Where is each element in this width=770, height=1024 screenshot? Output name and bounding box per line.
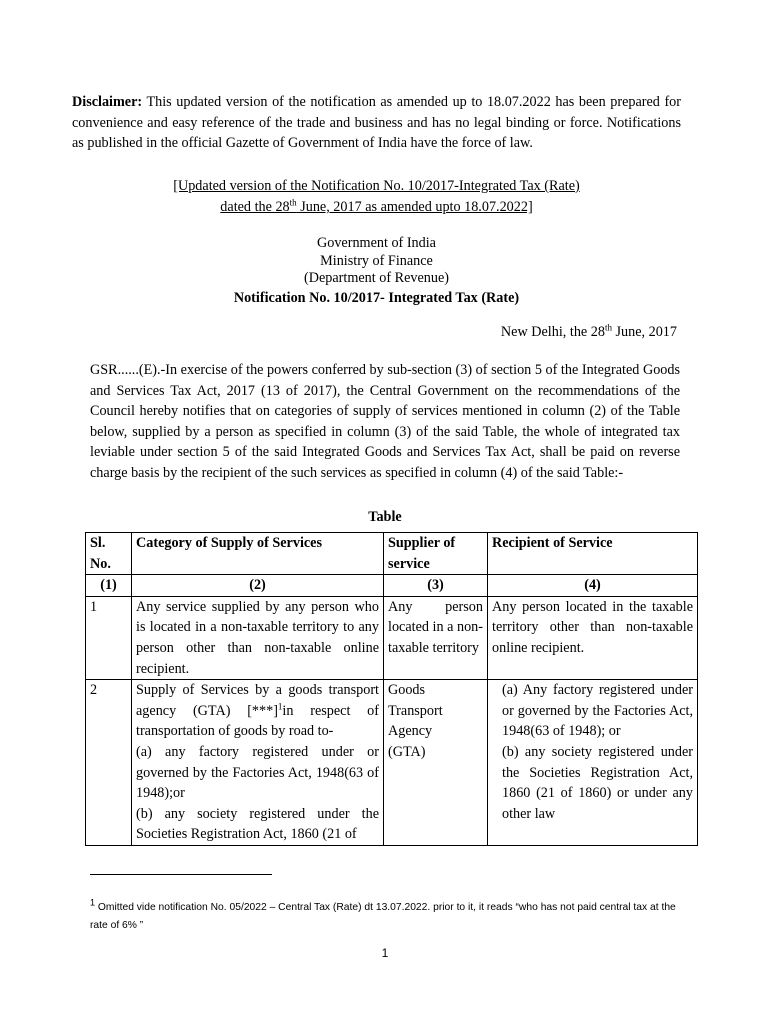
table-title: Table: [368, 509, 402, 525]
row-1-category: Any service supplied by any person who is located in a non-taxable territory to any person other than non-taxable online recipient.: [132, 596, 384, 679]
row-2-recipient-a: (a) Any factory registered under or governed by the Factories Act, 1948(63 of 1948); or: [502, 682, 693, 740]
row-2-recipient-b: (b) any society registered under the Societies Registration Act, 1860 (21 of 1860) or under any other law: [502, 743, 693, 822]
dateline-pre: New Delhi, the 28: [500, 324, 605, 340]
footnote-divider: [90, 874, 272, 875]
table-row: [86, 680, 698, 846]
notification-title: Notification No. 10/2017- Integrated Tax (Rate): [233, 290, 520, 306]
body-paragraph: GSR......(E).-In exercise of the powers conferred by sub-section (3) of section 5 of the Integrated Goods and Services Tax Act, 2017 (13 of 2017), the Central Government on the recommendations of the Council hereby notifies that on categories of supply of services mentioned in column (2) of the Table below, supplied by a person as specified in column (3) of the said Table, the whole of integrated tax leviable under section 5 of the said Integrated Goods and Services Tax Act, shall be paid on reverse charge basis by the recipient of the such services as specified in column (4) of the said Table:-: [90, 362, 680, 481]
disclaimer-text: This updated version of the notification as amended up to 18.07.2022 has been prepared for convenience and easy reference of the trade and business and has no legal binding or force. Notifications as published in the official Gazette of Government of India have the force of law.: [72, 94, 681, 151]
row-2-category-p2: (a) any factory registered under or governed by the Factories Act, 1948(63 of 1948);or: [136, 743, 379, 802]
page-number: 1: [381, 946, 389, 960]
footnote-text: Omitted vide notification No. 05/2022 – Central Tax (Rate) dt 13.07.2022. prior to it, it reads “who has not paid central tax at the rate of 6% ”: [90, 902, 676, 931]
row-2-supplier: Goods Transport Agency (GTA): [384, 680, 488, 846]
footnote: [90, 899, 690, 935]
dateline-sup: th: [604, 322, 612, 333]
row-1-recipient: Any person located in the taxable territory other than non-taxable online recipient.: [488, 596, 698, 679]
table-row: [86, 596, 698, 679]
header-recipient: Recipient of Service: [488, 533, 698, 575]
row-2-category-p1: [136, 680, 379, 742]
row-2-recipient: [488, 680, 698, 846]
government-header: [72, 235, 681, 288]
col-num-2: (2): [132, 575, 384, 597]
updated-line-2-sup: th: [289, 197, 297, 208]
row-2-sl: 2: [86, 680, 132, 846]
updated-line-2: [72, 197, 681, 218]
row-2-category-p1-pre: Supply of Services by a goods transport agency (GTA) [***]: [136, 682, 379, 719]
gov-line-2: Ministry of Finance: [320, 252, 433, 269]
col-num-1: (1): [86, 575, 132, 597]
updated-line-2-post: June, 2017 as amended upto 18.07.2022]: [296, 199, 533, 215]
row-2-category-p1-post: in respect of transportation of goods by road to-: [136, 702, 379, 740]
disclaimer-label: Disclaimer:: [72, 94, 143, 110]
services-table: [85, 532, 698, 846]
disclaimer-paragraph: [72, 92, 681, 154]
header-category: Category of Supply of Services: [132, 533, 384, 575]
row-1-sl: 1: [86, 596, 132, 679]
row-1-supplier: Any person located in a non-taxable territory: [384, 596, 488, 679]
dateline: [501, 322, 677, 343]
col-num-3: (3): [384, 575, 488, 597]
gov-line-1: Government of India: [317, 235, 436, 251]
header-supplier: Supplier of service: [384, 533, 488, 575]
footnote-marker: 1: [90, 897, 96, 908]
header-sl: Sl. No.: [86, 533, 132, 575]
dateline-post: June, 2017: [611, 324, 677, 340]
column-number-row: [86, 575, 698, 597]
row-2-category-p3: (b) any society registered under the Societies Registration Act, 1860 (21 of: [136, 805, 379, 843]
footnote-ref[interactable]: 1: [277, 701, 283, 712]
updated-line-1: [Updated version of the Notification No. 10/2017-Integrated Tax (Rate): [173, 178, 580, 194]
gov-line-3: (Department of Revenue): [304, 270, 449, 286]
table-header-row: [86, 533, 698, 575]
updated-line-2-pre: dated the 28: [220, 199, 290, 215]
row-2-category: [132, 680, 384, 846]
col-num-4: (4): [488, 575, 698, 597]
updated-version-note: [72, 176, 681, 218]
